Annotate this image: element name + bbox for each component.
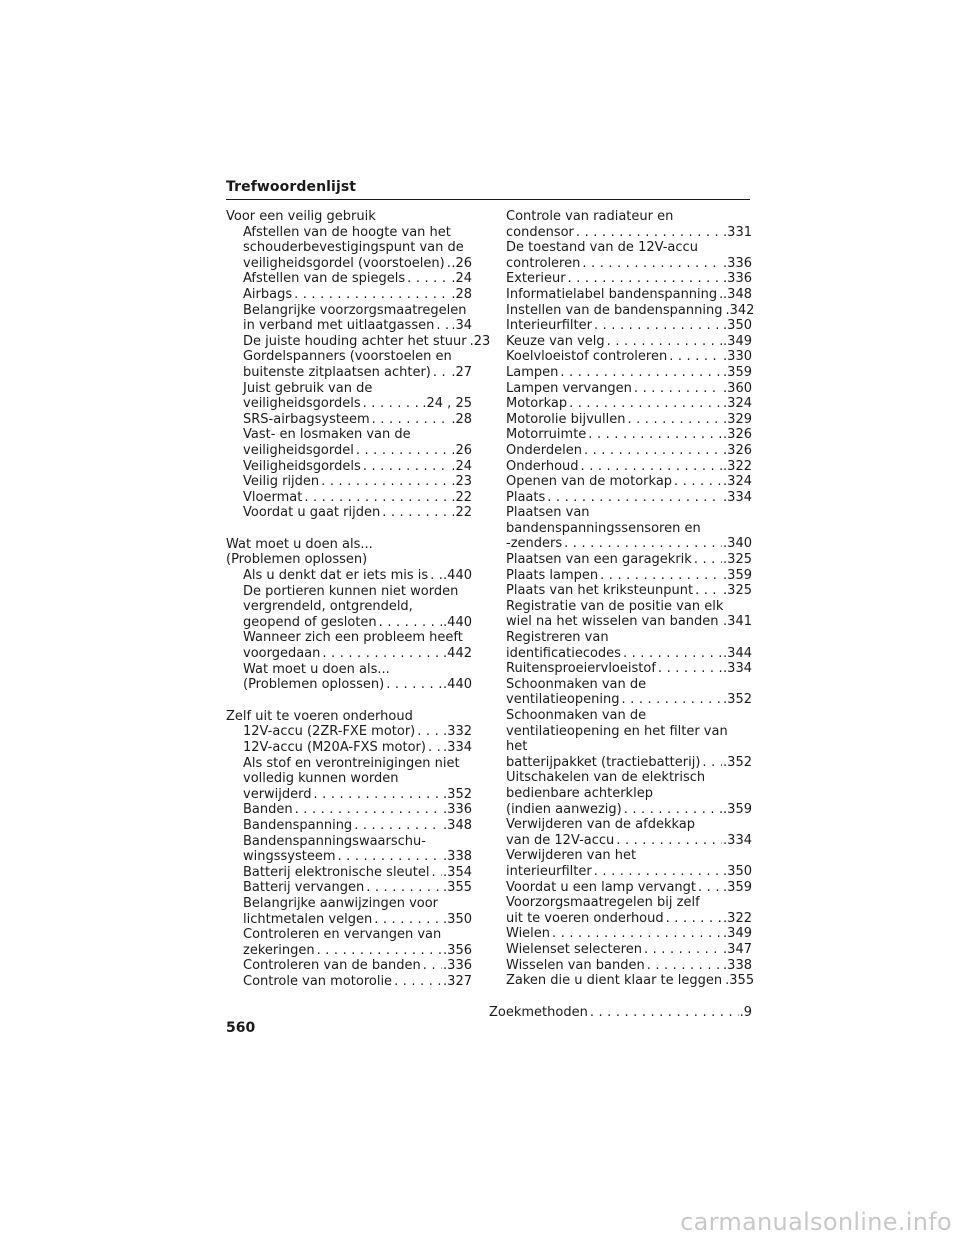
index-entry <box>506 817 752 848</box>
entry-page-ref: .325 <box>723 583 752 599</box>
entry-text: Koelvloeistof controleren <box>506 349 668 365</box>
index-entry <box>506 490 752 506</box>
entry-text: interieurfilter <box>506 863 592 879</box>
index-entry <box>506 895 752 926</box>
entry-page-ref: .329 <box>723 411 752 427</box>
index-entry <box>226 459 472 475</box>
dot-leader <box>721 614 723 630</box>
entry-text: batterijpakket (tractiebatterij) <box>506 754 701 770</box>
index-entry <box>506 848 752 879</box>
index-entry <box>506 942 752 958</box>
index-entry <box>506 459 752 475</box>
index-entry <box>226 349 472 380</box>
entry-page-ref: .344 <box>723 645 752 661</box>
index-entry <box>506 365 752 381</box>
entry-page-ref: .348 <box>723 286 752 302</box>
entry-text: wingssysteem <box>243 849 336 865</box>
dot-leader <box>588 427 722 443</box>
entry-text: Verwijderen van de afdekkap <box>506 817 696 833</box>
entry-text: ventilatieopening en het filter van het <box>506 723 728 755</box>
entry-page-ref: .325 <box>723 552 752 568</box>
entry-page-ref: .347 <box>723 941 752 957</box>
dot-leader <box>417 724 442 740</box>
entry-page-ref: .359 <box>723 567 752 583</box>
dot-leader <box>317 943 442 959</box>
entry-text: Wielenset selecteren <box>506 941 642 957</box>
entry-text: Vast- en losmaken van de <box>243 427 411 443</box>
entry-text: De toestand van de 12V-accu <box>506 240 698 256</box>
index-entry <box>226 427 472 458</box>
entry-page-ref: .24 , 25 <box>422 396 472 412</box>
entry-page-ref: .355 <box>725 973 755 989</box>
index-entry <box>226 880 472 896</box>
index-entry <box>226 834 472 865</box>
index-entry <box>489 1005 752 1021</box>
entry-text: verwijderd <box>243 786 312 802</box>
entry-page-ref: .341 <box>723 614 752 630</box>
entry-page-ref: .9 <box>739 1004 752 1020</box>
index-entry <box>226 271 472 287</box>
dot-leader <box>674 474 722 490</box>
entry-text: Wat moet u doen als... <box>243 661 390 677</box>
index-entry <box>226 756 472 803</box>
entry-page-ref: .352 <box>723 692 752 708</box>
dot-leader <box>304 490 450 506</box>
entry-text: identificatiecodes <box>506 645 621 661</box>
entry-text: Interieurfilter <box>506 318 592 334</box>
entry-text: (Problemen oplossen) <box>226 552 368 568</box>
entry-text: Plaats lampen <box>506 567 599 583</box>
dot-leader <box>569 396 722 412</box>
entry-text: Belangrijke voorzorgsmaatregelen <box>243 302 467 318</box>
index-entry <box>506 240 752 271</box>
dot-leader <box>374 912 442 928</box>
index-entry <box>226 896 472 927</box>
entry-page-ref: .340 <box>723 536 752 552</box>
dot-leader <box>607 334 722 350</box>
entry-page-ref: .22 <box>451 489 472 505</box>
index-entry <box>506 381 752 397</box>
entry-page-ref: .348 <box>443 817 472 833</box>
entry-text: lichtmetalen velgen <box>243 911 373 927</box>
entry-page-ref: .28 <box>451 286 472 302</box>
entry-text: Plaatsen van een garagekrik <box>506 552 692 568</box>
index-entry <box>506 677 752 708</box>
entry-page-ref: .26 <box>451 255 472 271</box>
dot-leader <box>363 459 451 475</box>
dot-leader <box>382 505 450 521</box>
entry-text: Voor een veilig gebruik <box>226 209 376 224</box>
index-entry <box>506 552 752 568</box>
dot-leader <box>447 256 451 272</box>
entry-text: Banden <box>243 802 293 818</box>
entry-page-ref: .27 <box>451 364 472 380</box>
index-header <box>226 179 750 200</box>
entry-text: Voordat u gaat rijden <box>243 505 381 521</box>
index-entry <box>226 209 472 225</box>
entry-text: veiligheidsgordels <box>243 396 361 412</box>
index-entry <box>506 973 755 989</box>
entry-page-ref: .442 <box>443 646 472 662</box>
entry-text: Onderhoud <box>506 458 579 474</box>
dot-leader <box>552 926 722 942</box>
index-entry <box>506 661 752 677</box>
dot-leader <box>363 396 422 412</box>
entry-page-ref: .336 <box>443 958 472 974</box>
dot-leader <box>379 615 442 631</box>
dot-leader <box>584 443 722 459</box>
entry-text: Zoekmethoden <box>489 1004 588 1020</box>
entry-page-ref: .326 <box>723 427 752 443</box>
entry-page-ref: .24 <box>451 458 472 474</box>
entry-text: Schoonmaken van de <box>506 708 647 723</box>
index-entry <box>506 958 752 974</box>
entry-page-ref: .23 <box>451 474 472 490</box>
entry-page-ref: .23 <box>469 333 491 349</box>
index-entry <box>506 334 752 350</box>
index-entry <box>226 333 491 350</box>
dot-leader <box>698 880 722 896</box>
entry-page-ref: .331 <box>723 224 752 240</box>
index-entry <box>226 865 472 881</box>
entry-text: Wanneer zich een probleem heeft <box>243 630 463 646</box>
index-entry <box>506 708 752 770</box>
dot-leader <box>547 490 722 506</box>
entry-page-ref: .326 <box>723 442 752 458</box>
entry-text: volledig kunnen worden <box>243 771 399 787</box>
index-entry <box>506 926 752 942</box>
entry-text: Keuze van velg <box>506 333 605 349</box>
entry-text: -zenders <box>506 536 563 552</box>
entry-text: Zaken die u dient klaar te leggen <box>506 973 723 989</box>
dot-leader <box>436 318 450 334</box>
dot-leader <box>581 459 723 475</box>
entry-text: Wat moet u doen als... <box>226 536 373 552</box>
entry-text: Wielen <box>506 926 551 942</box>
dot-leader <box>423 958 442 974</box>
entry-page-ref: .334 <box>723 489 752 505</box>
dot-leader <box>354 818 442 834</box>
dot-leader <box>634 381 722 397</box>
dot-leader <box>594 864 722 880</box>
entry-text: Plaatsen van <box>506 505 590 521</box>
entry-page-ref: .338 <box>723 957 752 973</box>
entry-page-ref: .334 <box>443 740 472 755</box>
entry-text: Motorolie bijvullen <box>506 411 626 427</box>
index-entry <box>226 927 472 958</box>
entry-page-ref: .324 <box>723 396 752 412</box>
entry-text: Motorkap <box>506 396 568 412</box>
entry-text: (indien aanwezig) <box>506 801 622 817</box>
index-entry <box>226 474 472 490</box>
entry-text: Vloermat <box>243 489 303 505</box>
entry-text: Airbags <box>243 286 293 302</box>
entry-text: Registratie van de positie van elk <box>506 598 724 614</box>
index-entry <box>506 209 752 240</box>
entry-text: Zelf uit te voeren onderhoud <box>226 708 413 724</box>
dot-leader <box>322 646 442 662</box>
page-title: Trefwoordenlijst <box>226 179 357 195</box>
index-entry <box>506 287 752 303</box>
entry-text: Belangrijke aanwijzingen voor <box>243 895 439 911</box>
dot-leader <box>338 849 443 865</box>
index-entry <box>506 630 752 661</box>
entry-text: bedienbare achterklep <box>506 785 653 801</box>
index-entry <box>506 302 755 319</box>
index-entry <box>226 490 472 506</box>
index-entry <box>506 318 752 334</box>
entry-page-ref: .352 <box>443 786 472 802</box>
page-number: 560 <box>226 1020 256 1036</box>
entry-page-ref: .322 <box>723 458 752 474</box>
entry-page-ref: .349 <box>723 926 752 942</box>
index-entry <box>226 568 472 584</box>
index-entry <box>506 396 752 412</box>
entry-text: Wisselen van banden <box>506 957 645 973</box>
entry-text: Plaats <box>506 489 546 505</box>
dot-leader <box>372 412 451 428</box>
dot-leader <box>564 536 722 552</box>
entry-text: Schoonmaken van de <box>506 676 647 692</box>
entry-text: (Problemen oplossen) <box>243 677 385 693</box>
entry-page-ref: .352 <box>723 754 752 770</box>
dot-leader <box>582 256 722 272</box>
entry-text: Batterij vervangen <box>243 880 365 896</box>
entry-page-ref: .440 <box>443 568 472 584</box>
index-entry <box>506 505 752 552</box>
entry-text: zekeringen <box>243 942 315 958</box>
entry-text: Lampen vervangen <box>506 380 632 396</box>
entry-text: Informatielabel bandenspanning <box>506 286 718 302</box>
entry-page-ref: .338 <box>443 849 472 865</box>
dot-leader <box>702 755 722 771</box>
entry-text: Afstellen van de spiegels <box>243 271 406 287</box>
dot-leader <box>568 271 723 287</box>
entry-page-ref: .34 <box>451 318 472 334</box>
entry-page-ref: .440 <box>443 614 472 630</box>
dot-leader <box>644 942 722 958</box>
dot-leader <box>594 318 722 334</box>
entry-text: Controleren van de banden <box>243 958 421 974</box>
entry-text: Exterieur <box>506 271 566 287</box>
entry-text: Verwijderen van het <box>506 848 637 864</box>
dot-leader <box>294 287 450 303</box>
entry-text: geopend of gesloten <box>243 614 377 630</box>
entry-page-ref: .359 <box>723 801 752 817</box>
index-entry <box>226 584 472 631</box>
entry-text: Controleren en vervangen van <box>243 927 442 943</box>
entry-page-ref: .360 <box>723 380 752 396</box>
entry-text: SRS-airbagsysteem <box>243 411 370 427</box>
entry-text: van de 12V-accu <box>506 832 615 848</box>
dot-leader <box>600 568 722 584</box>
entry-page-ref: .26 <box>451 442 472 458</box>
entry-page-ref: .359 <box>723 364 752 380</box>
dot-leader <box>394 974 442 990</box>
entry-text: De juiste houding achter het stuur <box>243 333 467 349</box>
index-entry <box>226 818 472 834</box>
entry-text: Juist gebruik van de <box>243 380 373 396</box>
entry-page-ref: .336 <box>443 802 472 818</box>
dot-leader <box>616 833 722 849</box>
index-column-left <box>226 209 491 990</box>
entry-text: Controle van radiateur en <box>506 209 674 224</box>
entry-text: buitenste zitplaatsen achter) <box>243 364 431 380</box>
index-entry <box>506 412 752 428</box>
dot-leader <box>356 443 450 459</box>
entry-text: Voordat u een lamp vervangt <box>506 879 697 895</box>
entry-text: Voorzorgsmaatregelen bij zelf <box>506 895 700 911</box>
index-entry <box>226 537 472 568</box>
dot-leader <box>366 880 442 896</box>
dot-leader <box>669 349 722 365</box>
index-entry <box>506 583 752 599</box>
entry-text: Afstellen van de hoogte van het <box>243 224 451 240</box>
entry-page-ref: .342 <box>725 302 755 318</box>
entry-page-ref: .336 <box>723 271 752 287</box>
dot-leader <box>694 552 722 568</box>
entry-text: Gordelspanners (voorstoelen en <box>243 349 452 365</box>
dot-leader <box>430 568 442 584</box>
entry-text: veiligheidsgordel (voorstoelen) <box>243 255 445 271</box>
entry-text: De portieren kunnen niet worden <box>243 583 459 599</box>
entry-text: bandenspanningssensoren en <box>506 520 701 536</box>
entry-text: condensor <box>506 224 574 240</box>
dot-leader <box>433 365 450 381</box>
dot-leader <box>624 802 722 818</box>
entry-page-ref: .334 <box>723 832 752 848</box>
dot-leader <box>590 1005 739 1021</box>
entry-text: uit te voeren onderhoud <box>506 910 664 926</box>
entry-text: in verband met uitlaatgassen <box>243 318 435 334</box>
entry-page-ref: .334 <box>723 661 752 677</box>
entry-page-ref: .349 <box>723 333 752 349</box>
index-column-right <box>489 209 755 1020</box>
entry-page-ref: .354 <box>443 864 472 880</box>
index-entry <box>506 427 752 443</box>
index-entry <box>506 271 752 287</box>
dot-leader <box>321 474 450 490</box>
dot-leader <box>295 802 442 818</box>
index-entry <box>226 505 472 521</box>
entry-page-ref: .359 <box>723 879 752 895</box>
index-entry <box>226 958 472 974</box>
entry-text: Bandenspanning <box>243 817 353 833</box>
index-entry <box>226 225 472 272</box>
entry-page-ref: .330 <box>723 349 752 365</box>
entry-text: 12V-accu (M20A-FXS motor) <box>243 740 426 755</box>
entry-text: 12V-accu (2ZR-FXE motor) <box>243 724 416 740</box>
entry-page-ref: .356 <box>443 942 472 958</box>
index-entry <box>226 630 472 661</box>
entry-page-ref: .332 <box>443 724 472 740</box>
entry-text: Instellen van de bandenspanning <box>506 302 723 318</box>
dot-leader <box>560 365 722 381</box>
entry-text: Bandenspanningswaarschu- <box>243 833 426 849</box>
index-entry <box>226 724 472 740</box>
dot-leader <box>432 865 443 881</box>
dot-leader <box>666 911 722 927</box>
entry-text: Ruitensproeiervloeistof <box>506 661 656 677</box>
entry-page-ref: .355 <box>443 880 472 896</box>
dot-leader <box>627 412 722 428</box>
entry-page-ref: .327 <box>443 973 472 989</box>
dot-leader <box>407 271 450 287</box>
index-entry <box>506 443 752 459</box>
index-entry <box>226 662 472 693</box>
entry-page-ref: .440 <box>443 677 472 693</box>
entry-page-ref: .22 <box>451 505 472 521</box>
entry-text: Plaats van het kriksteunpunt <box>506 583 694 599</box>
index-entry <box>506 880 752 896</box>
entry-text: controleren <box>506 255 581 271</box>
dot-leader <box>621 692 722 708</box>
dot-leader <box>576 225 722 241</box>
entry-text: Batterij elektronische sleutel <box>243 864 430 880</box>
index-entry <box>226 802 472 818</box>
entry-text: Lampen <box>506 364 559 380</box>
entry-text: ventilatieopening <box>506 692 620 708</box>
dot-leader <box>658 661 722 677</box>
index-entry <box>226 709 472 725</box>
index-entry <box>226 381 472 412</box>
index-entry <box>506 474 752 490</box>
entry-text: vergrendeld, ontgrendeld, <box>243 599 413 615</box>
index-entry <box>506 770 752 817</box>
entry-page-ref: .322 <box>723 910 752 926</box>
dot-leader <box>428 740 442 756</box>
dot-leader <box>719 287 722 303</box>
entry-page-ref: .336 <box>723 255 752 271</box>
index-entry <box>226 740 472 756</box>
entry-page-ref: .350 <box>723 318 752 334</box>
index-entry <box>506 349 752 365</box>
dot-leader <box>695 583 722 599</box>
dot-leader <box>647 958 722 974</box>
entry-text: schouderbevestigingspunt van de <box>243 240 464 256</box>
entry-text: Openen van de motorkap <box>506 474 673 490</box>
entry-page-ref: .350 <box>443 911 472 927</box>
entry-text: voorgedaan <box>243 646 321 662</box>
index-entry <box>226 287 472 303</box>
entry-text: Motorruimte <box>506 427 587 443</box>
entry-text: Veilig rijden <box>243 474 320 490</box>
index-entry <box>226 412 472 428</box>
entry-page-ref: .24 <box>451 271 472 287</box>
index-entry <box>226 303 472 334</box>
dot-leader <box>314 787 443 803</box>
index-entry <box>506 568 752 584</box>
entry-page-ref: .350 <box>723 863 752 879</box>
entry-page-ref: .28 <box>451 411 472 427</box>
entry-text: Controle van motorolie <box>243 973 393 989</box>
dot-leader <box>623 646 722 662</box>
entry-page-ref: .324 <box>723 474 752 490</box>
entry-text: Uitschakelen van de elektrisch <box>506 770 706 786</box>
index-entry <box>506 599 752 630</box>
entry-text: Veiligheidsgordels <box>243 458 361 474</box>
entry-text: veiligheidsgordel <box>243 442 354 458</box>
entry-text: Onderdelen <box>506 442 582 458</box>
index-entry <box>226 974 472 990</box>
entry-text: Als u denkt dat er iets mis is <box>243 568 429 584</box>
dot-leader <box>386 677 442 693</box>
entry-text: Registreren van <box>506 630 609 646</box>
watermark: carmanualsonline.info <box>680 1208 952 1236</box>
entry-text: Als stof en verontreinigingen niet <box>243 755 460 771</box>
entry-text: wiel na het wisselen van banden <box>506 614 719 630</box>
